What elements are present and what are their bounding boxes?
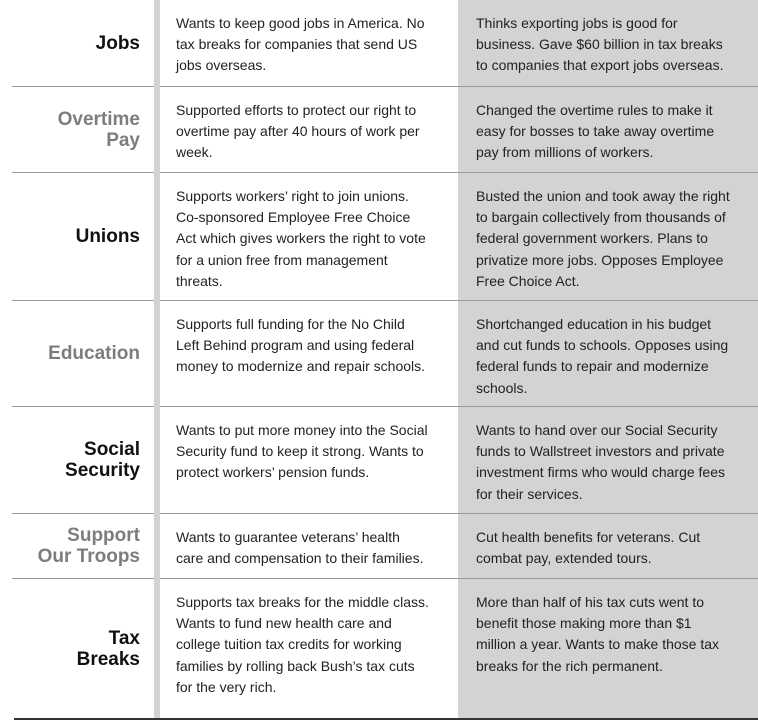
left-position-text: Wants to guarantee veterans’ health care and compensation to their families.	[176, 529, 424, 567]
table-row-overtime-pay	[0, 87, 758, 173]
right-position-text: Cut health benefits for veterans. Cut combat pay, extended tours.	[476, 529, 701, 567]
topic-cell	[12, 579, 154, 718]
table-row-unions	[0, 173, 758, 301]
right-position-text: Changed the overtime rules to make it easy for bosses to take away overtime pay from millions of workers.	[476, 102, 715, 161]
topic-label: Overtime Pay	[57, 108, 140, 151]
table-row-tax-breaks	[0, 579, 758, 718]
topic-label: Jobs	[95, 32, 140, 54]
topic-label: Tax Breaks	[76, 627, 140, 670]
topic-label: Social Security	[65, 439, 140, 481]
left-position-cell	[160, 579, 458, 718]
right-position-cell	[458, 301, 758, 407]
topic-label: Unions	[75, 226, 140, 247]
topic-cell	[12, 87, 154, 173]
right-position-cell	[458, 514, 758, 579]
left-position-cell	[160, 514, 458, 579]
right-position-text: Thinks exporting jobs is good for business. Gave $60 billion in tax breaks to companies that export jobs overseas.	[476, 15, 724, 74]
right-position-cell	[458, 0, 758, 87]
left-position-text: Wants to put more money into the Social Security fund to keep it strong. Wants to protect workers’ pension funds.	[176, 422, 428, 481]
right-position-cell	[458, 407, 758, 514]
topic-label: Education	[48, 343, 140, 364]
left-position-text: Supports full funding for the No Child Left Behind program and using federal money to modernize and repair schools.	[176, 316, 426, 375]
table-row-social-security	[0, 407, 758, 514]
topic-cell	[12, 301, 154, 407]
left-position-cell	[160, 407, 458, 514]
left-position-cell	[160, 0, 458, 87]
bottom-rule	[14, 718, 758, 720]
left-position-text: Wants to keep good jobs in America. No tax breaks for companies that send US jobs overseas.	[176, 15, 425, 74]
left-position-cell	[160, 301, 458, 407]
topic-cell	[12, 407, 154, 514]
table-row-education	[0, 301, 758, 407]
right-position-cell	[458, 87, 758, 173]
topic-cell	[12, 0, 154, 87]
left-position-text: Supports tax breaks for the middle class. Wants to fund new health care and college tuition tax credits for working families by rolling back Bush’s tax cuts for the very rich.	[176, 594, 429, 695]
right-position-cell	[458, 173, 758, 301]
left-position-cell	[160, 87, 458, 173]
left-position-cell	[160, 173, 458, 301]
table-row-jobs	[0, 0, 758, 87]
left-position-text: Supports workers’ right to join unions. Co-sponsored Employee Free Choice Act which gives workers the right to vote for a union free from management threats.	[176, 188, 426, 289]
topic-cell	[12, 514, 154, 579]
right-position-text: Shortchanged education in his budget and cut funds to schools. Opposes using federal funds to repair and modernize schools.	[476, 316, 729, 396]
table-row-support-our-troops	[0, 514, 758, 579]
left-position-text: Supported efforts to protect our right to overtime pay after 40 hours of work per week.	[176, 102, 420, 161]
right-position-cell	[458, 579, 758, 718]
topic-label: Support Our Troops	[37, 525, 140, 567]
right-position-text: Busted the union and took away the right to bargain collectively from thousands of federal government workers. Plans to privatize more jobs. Opposes Employee Free Choice Act.	[476, 188, 730, 289]
right-position-text: Wants to hand over our Social Security funds to Wallstreet investors and private investment firms who would charge fees for their services.	[476, 422, 725, 502]
topic-cell	[12, 173, 154, 301]
right-position-text: More than half of his tax cuts went to benefit those making more than $1 million a year. Wants to make those tax breaks for the rich permanent.	[476, 594, 720, 674]
